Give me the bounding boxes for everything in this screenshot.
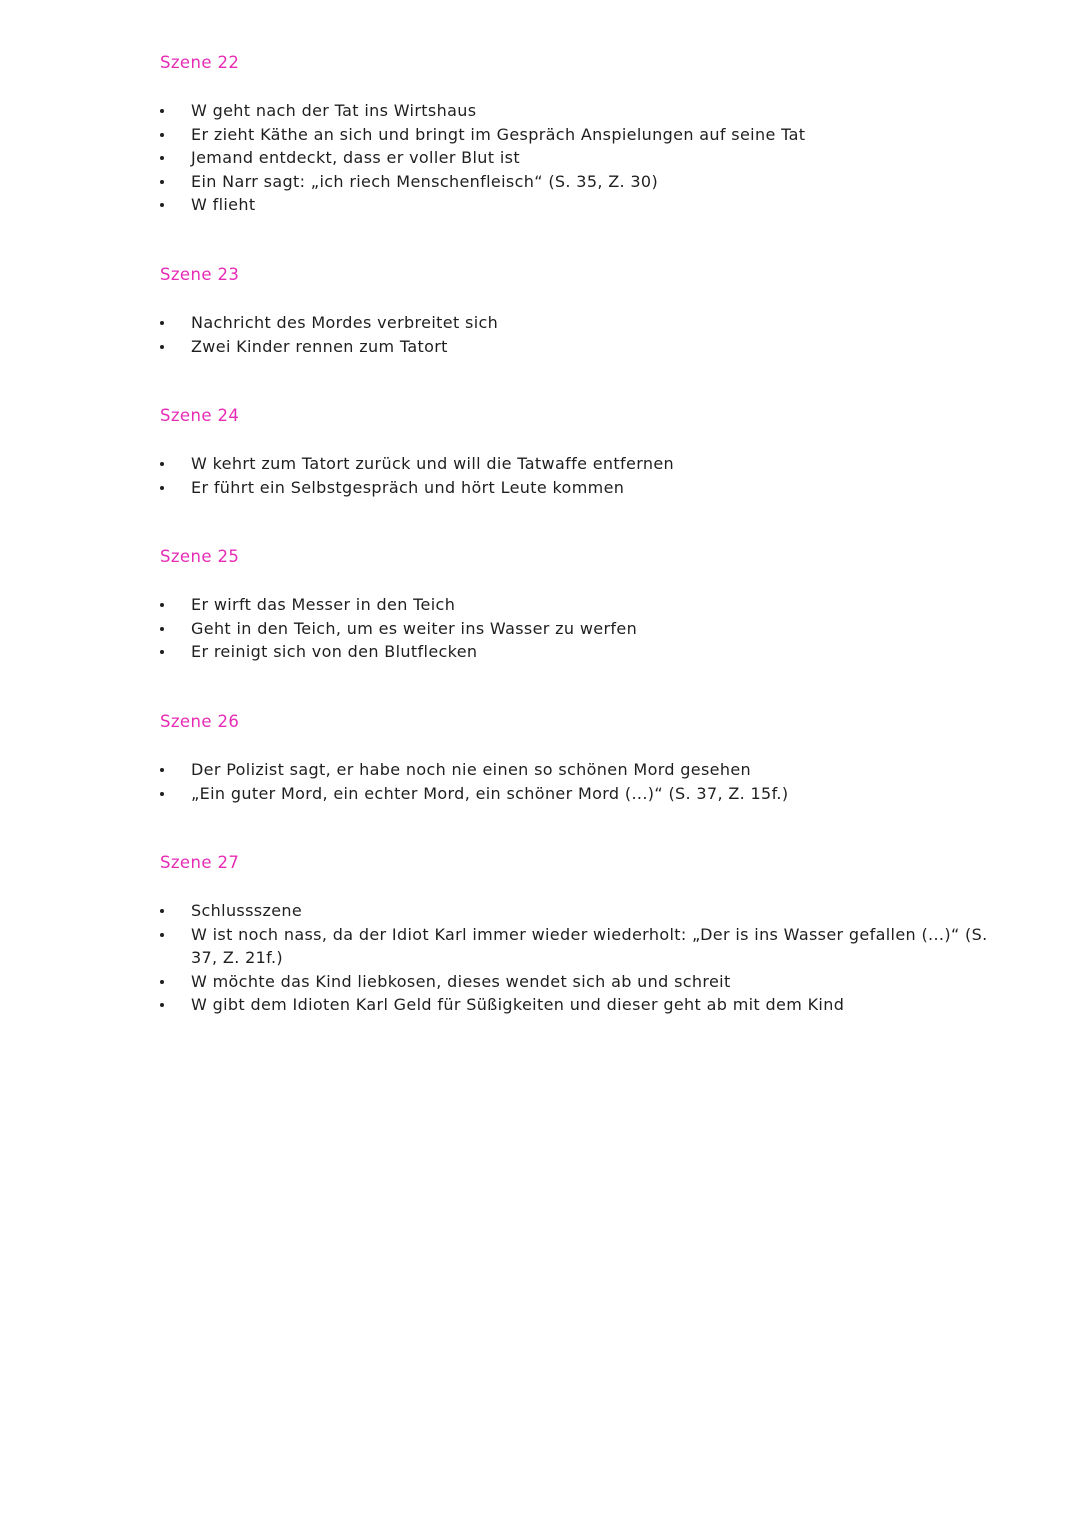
bullet-icon <box>160 627 164 631</box>
bullet-icon <box>160 156 164 160</box>
scene-title: Szene 22 <box>160 53 240 72</box>
list-item-text: Er wirft das Messer in den Teich <box>191 595 456 614</box>
bullet-icon <box>160 180 164 184</box>
scene-title: Szene 23 <box>160 265 240 284</box>
list-item-text: Schlussszene <box>191 901 303 920</box>
list-item-text: Nachricht des Mordes verbreitet sich <box>191 313 499 332</box>
list-item-text: W kehrt zum Tatort zurück und will die Tatwaffe entfernen <box>191 454 675 473</box>
list-item-text: Ein Narr sagt: „ich riech Menschenfleisch“ (S. 35, Z. 30) <box>191 171 659 191</box>
bullet-icon <box>160 203 164 207</box>
bullet-icon <box>160 462 164 466</box>
list-item <box>160 476 1000 500</box>
bullet-list <box>160 452 1000 499</box>
list-item-text: W gibt dem Idioten Karl Geld für Süßigkeiten und dieser geht ab mit dem Kind <box>191 995 845 1014</box>
list-item <box>160 782 1000 806</box>
list-item <box>160 923 1000 970</box>
bullet-list <box>160 593 1000 664</box>
list-item-text: Jemand entdeckt, dass er voller Blut ist <box>191 148 520 167</box>
scene-27 <box>160 852 1000 1017</box>
list-item-text: Er zieht Käthe an sich und bringt im Gespräch Anspielungen auf seine Tat <box>191 124 806 144</box>
bullet-list <box>160 899 1000 1017</box>
scene-22 <box>160 52 1000 217</box>
bullet-icon <box>160 1003 164 1007</box>
list-item <box>160 899 1000 923</box>
list-item <box>160 99 1000 123</box>
list-item-text: W möchte das Kind liebkosen, dieses wendet sich ab und schreit <box>191 971 731 991</box>
bullet-icon <box>160 109 164 113</box>
bullet-icon <box>160 792 164 796</box>
list-item <box>160 617 1000 641</box>
scene-25 <box>160 546 1000 664</box>
bullet-icon <box>160 768 164 772</box>
list-item-text: Er reinigt sich von den Blutflecken <box>191 642 478 661</box>
bullet-icon <box>160 486 164 490</box>
list-item <box>160 970 1000 994</box>
bullet-icon <box>160 345 164 349</box>
scene-26 <box>160 711 1000 805</box>
list-item <box>160 311 1000 335</box>
list-item-text: Der Polizist sagt, er habe noch nie einen so schönen Mord gesehen <box>191 760 752 779</box>
bullet-icon <box>160 980 164 984</box>
list-item <box>160 593 1000 617</box>
bullet-icon <box>160 933 164 937</box>
scene-title: Szene 27 <box>160 853 240 872</box>
list-item <box>160 146 1000 170</box>
list-item-text: W flieht <box>191 195 256 214</box>
bullet-icon <box>160 909 164 913</box>
list-item <box>160 170 1000 194</box>
list-item-text: Er führt ein Selbstgespräch und hört Leute kommen <box>191 477 625 497</box>
list-item-text: W geht nach der Tat ins Wirtshaus <box>191 101 477 120</box>
list-item-text: Geht in den Teich, um es weiter ins Wasser zu werfen <box>191 618 638 638</box>
list-item-text: W ist noch nass, da der Idiot Karl immer wieder wiederholt: „Der is ins Wasser gefallen (...)“ (S. 37, Z. 21f.) <box>191 924 988 967</box>
bullet-icon <box>160 321 164 325</box>
bullet-list <box>160 99 1000 217</box>
list-item <box>160 452 1000 476</box>
scene-title: Szene 24 <box>160 406 240 425</box>
list-item-text: Zwei Kinder rennen zum Tatort <box>191 336 448 356</box>
scene-24 <box>160 405 1000 499</box>
list-item <box>160 758 1000 782</box>
list-item-text: „Ein guter Mord, ein echter Mord, ein schöner Mord (...)“ (S. 37, Z. 15f.) <box>191 783 789 803</box>
list-item <box>160 640 1000 664</box>
list-item <box>160 993 1000 1017</box>
list-item <box>160 335 1000 359</box>
scene-title: Szene 25 <box>160 547 240 566</box>
scene-23 <box>160 264 1000 358</box>
bullet-list <box>160 758 1000 805</box>
bullet-icon <box>160 133 164 137</box>
list-item <box>160 123 1000 147</box>
list-item <box>160 193 1000 217</box>
bullet-list <box>160 311 1000 358</box>
bullet-icon <box>160 650 164 654</box>
scene-title: Szene 26 <box>160 712 240 731</box>
bullet-icon <box>160 603 164 607</box>
